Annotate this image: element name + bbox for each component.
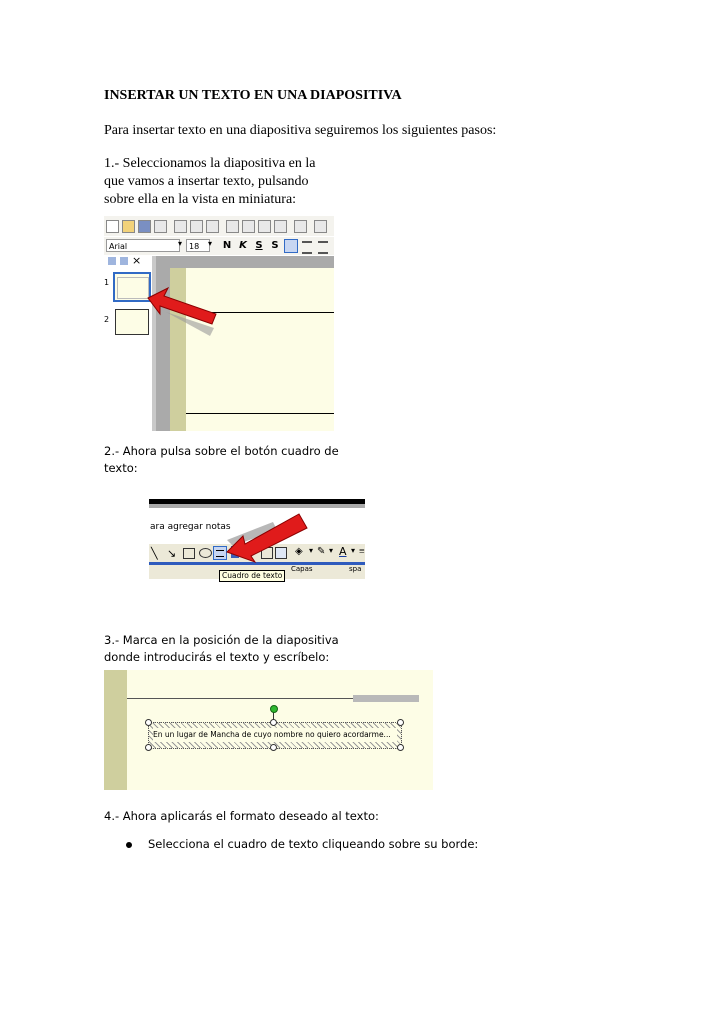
status-tab-right: spa <box>349 565 362 573</box>
underline-button[interactable]: S <box>255 240 263 251</box>
step2-screenshot <box>149 484 365 586</box>
font-size-select[interactable]: 18 <box>186 239 210 252</box>
slide-number: 1 <box>104 278 110 287</box>
text-box-content[interactable]: En un lugar de Mancha de cuyo nombre no quiero acordarme... <box>153 728 397 742</box>
step3-screenshot <box>104 670 433 790</box>
fill-color-icon[interactable]: ◈ <box>295 546 303 557</box>
step4-bullet: Selecciona el cuadro de texto cliqueando sobre su borde: <box>148 837 479 851</box>
step3-text <box>104 632 339 666</box>
chevron-down-icon[interactable]: ▾ <box>329 546 334 555</box>
step2-line: texto: <box>104 461 138 475</box>
step2-text <box>104 443 339 477</box>
red-arrow-icon <box>149 484 365 586</box>
intro-paragraph: Para insertar texto en una diapositiva seguiremos los siguientes pasos: <box>104 123 497 138</box>
chevron-down-icon[interactable]: ▾ <box>208 239 213 248</box>
resize-handle[interactable] <box>145 719 152 726</box>
step1-screenshot <box>104 216 334 431</box>
step2-line: 2.- Ahora pulsa sobre el botón cuadro de <box>104 444 339 458</box>
font-name-select[interactable]: Arial <box>106 239 180 252</box>
red-arrow-icon <box>104 216 334 431</box>
step1-line: sobre ella en la vista en miniatura: <box>104 192 297 207</box>
step3-line: donde introducirás el texto y escríbelo: <box>104 650 330 664</box>
notes-pane-text[interactable]: ara agregar notas <box>150 522 231 532</box>
arrow-tool-icon[interactable]: ↘ <box>167 548 177 560</box>
page-title: INSERTAR UN TEXTO EN UNA DIAPOSITIVA <box>104 88 402 103</box>
step1-text <box>104 155 316 209</box>
resize-handle[interactable] <box>397 744 404 751</box>
line-color-icon[interactable]: ✎ <box>317 546 326 557</box>
slide-line <box>127 698 353 699</box>
tooltip: Cuadro de texto <box>219 570 285 582</box>
font-color-icon[interactable]: A <box>339 545 347 558</box>
bold-button[interactable]: N <box>222 240 232 251</box>
close-icon[interactable]: × <box>132 254 142 267</box>
slide-line-shadow <box>353 695 419 702</box>
step4-text: 4.- Ahora aplicarás el formato deseado al texto: <box>104 809 379 823</box>
chevron-down-icon[interactable]: ▾ <box>178 239 183 248</box>
step3-line: 3.- Marca en la posición de la diapositiva <box>104 633 339 647</box>
rotation-handle-icon[interactable] <box>270 705 278 713</box>
line-icon[interactable]: ╲ <box>151 548 158 560</box>
more-icon[interactable]: ≡ <box>359 546 365 557</box>
status-tab-left: Capas <box>291 565 313 573</box>
step1-line: 1.- Seleccionamos la diapositiva en la <box>104 156 316 171</box>
resize-handle[interactable] <box>397 719 404 726</box>
slide-number: 2 <box>104 315 110 324</box>
bullet-icon <box>126 842 132 848</box>
resize-handle[interactable] <box>270 744 277 751</box>
chevron-down-icon[interactable]: ▾ <box>351 546 356 555</box>
step1-line: que vamos a insertar texto, pulsando <box>104 174 309 189</box>
slide-sidebar <box>104 670 127 790</box>
shadow-button[interactable]: S <box>271 240 279 251</box>
italic-button[interactable]: K <box>239 240 247 251</box>
chevron-down-icon[interactable]: ▾ <box>309 546 314 555</box>
resize-handle[interactable] <box>270 719 277 726</box>
resize-handle[interactable] <box>145 744 152 751</box>
